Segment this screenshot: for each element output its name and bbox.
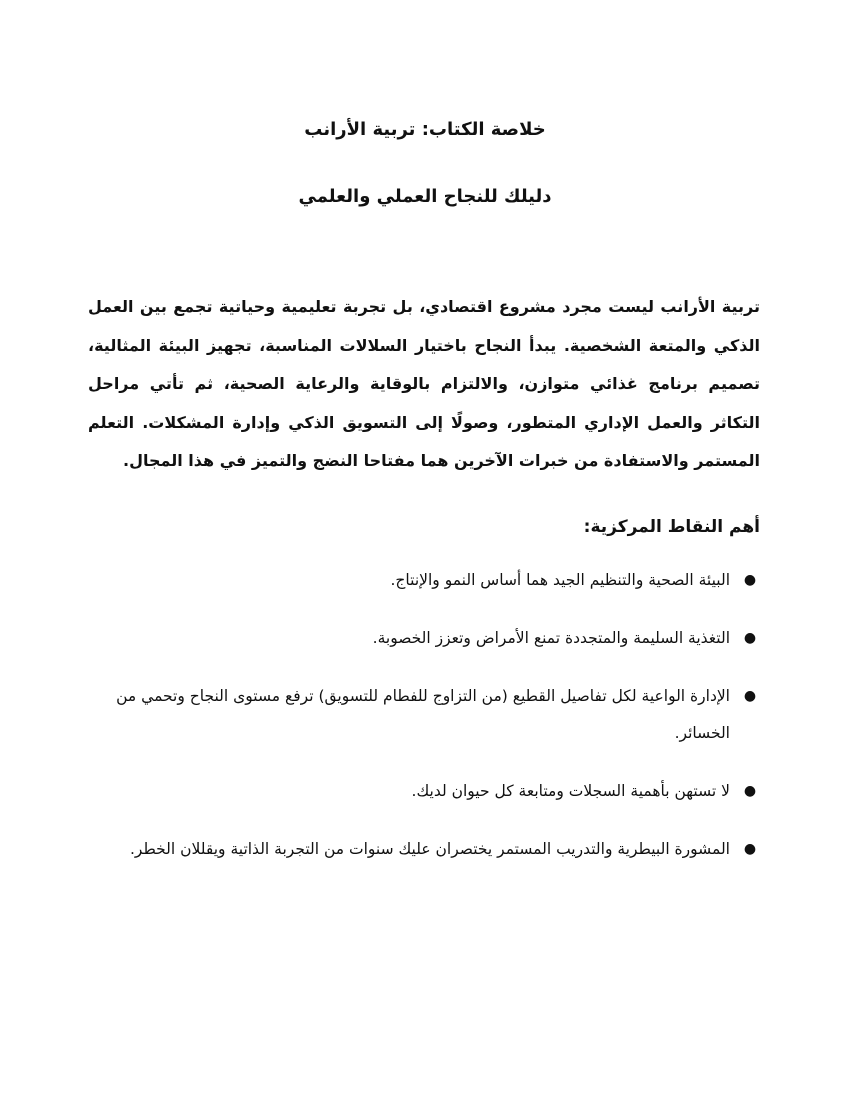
bullet-icon: ● xyxy=(743,841,757,857)
key-point-text: لا تستهن بأهمية السجلات ومتابعة كل حيوان لديك. xyxy=(411,782,730,800)
key-point-item xyxy=(90,773,760,810)
key-point-text: التغذية السليمة والمتجددة تمنع الأمراض وتعزز الخصوبة. xyxy=(372,629,730,647)
key-point-item xyxy=(90,678,760,752)
key-point-item xyxy=(90,620,760,657)
document-title: خلاصة الكتاب: تربية الأرانب xyxy=(304,119,546,140)
bullet-icon: ● xyxy=(743,783,757,799)
key-point-text: المشورة البيطرية والتدريب المستمر يختصران عليك سنوات من التجربة الذاتية ويقللان الخطر. xyxy=(129,840,730,858)
bullet-icon: ● xyxy=(743,572,757,588)
key-points-list xyxy=(90,562,760,889)
intro-paragraph: تربية الأرانب ليست مجرد مشروع اقتصادي، بل تجربة تعليمية وحياتية تجمع بين العمل الذكي والمتعة الشخصية. يبدأ النجاح باختيار السلالات المناسبة، تجهيز البيئة المثالية، تصميم برنامج غذائي متوازن، والالتزام بالوقاية والرعاية الصحية، ثم تأتي مراحل التكاثر والعمل الإداري المتطور، وصولًا إلى التسويق الذكي وإدارة المشكلات. التعلم المستمر والاستفادة من خبرات الآخرين هما مفتاحا النضج والتميز في هذا المجال. xyxy=(88,297,760,470)
bullet-icon: ● xyxy=(743,688,757,704)
bullet-icon: ● xyxy=(743,630,757,646)
key-point-text: الإدارة الواعية لكل تفاصيل القطيع (من التزاوج للفطام للتسويق) ترفع مستوى النجاح وتحمي من الخسائر. xyxy=(116,687,730,742)
key-point-item xyxy=(90,562,760,599)
key-point-text: البيئة الصحية والتنظيم الجيد هما أساس النمو والإنتاج. xyxy=(390,571,730,589)
key-point-item xyxy=(90,831,760,868)
document-subtitle: دليلك للنجاح العملي والعلمي xyxy=(298,186,552,207)
key-points-heading: أهم النقاط المركزية: xyxy=(583,517,760,537)
